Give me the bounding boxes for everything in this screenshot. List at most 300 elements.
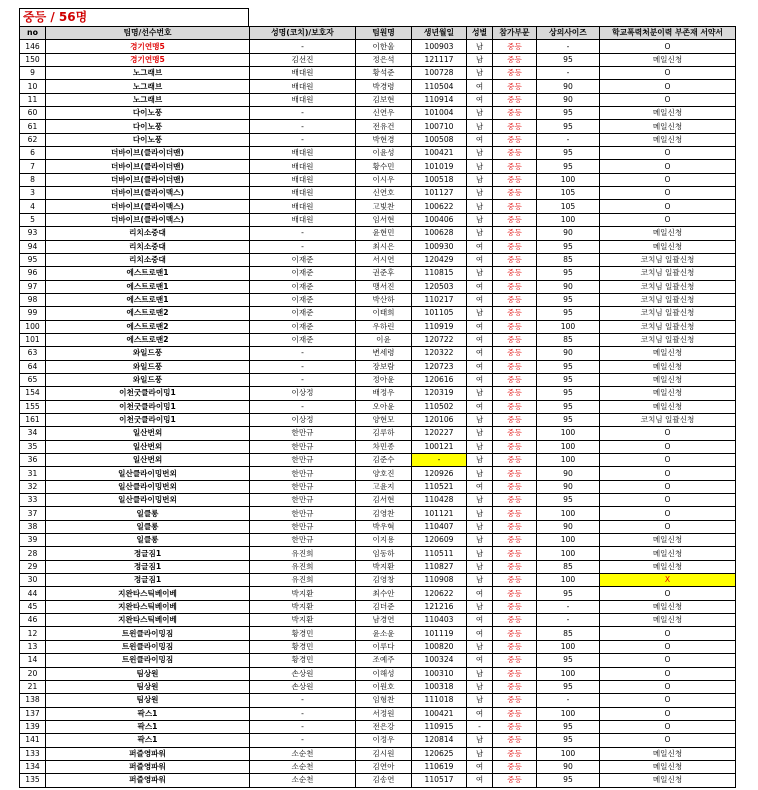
cell-team: 이천굿클라이밍1 xyxy=(46,387,250,400)
cell-member: 김연아 xyxy=(356,760,412,773)
cell-no: 34 xyxy=(20,427,46,440)
cell-size: 90 xyxy=(537,760,600,773)
cell-coach: 한만규 xyxy=(250,507,356,520)
cell-pledge: O xyxy=(600,67,736,80)
table-row xyxy=(20,373,736,386)
table-row xyxy=(20,560,736,573)
cell-division: 중등 xyxy=(493,627,537,640)
table-row xyxy=(20,440,736,453)
cell-birth: 101105 xyxy=(412,307,467,320)
cell-size: 95 xyxy=(537,734,600,747)
cell-pledge: O xyxy=(600,160,736,173)
cell-coach: - xyxy=(250,373,356,386)
cell-gender: 남 xyxy=(467,574,493,587)
cell-size: 100 xyxy=(537,454,600,467)
cell-pledge: O xyxy=(600,480,736,493)
cell-member: 정은석 xyxy=(356,53,412,66)
cell-coach: - xyxy=(250,107,356,120)
cell-birth: 110403 xyxy=(412,614,467,627)
cell-gender: 남 xyxy=(467,507,493,520)
cell-gender: 남 xyxy=(467,413,493,426)
cell-coach: 배대원 xyxy=(250,80,356,93)
cell-gender: 여 xyxy=(467,93,493,106)
cell-member: 박산하 xyxy=(356,293,412,306)
cell-pledge: O xyxy=(600,507,736,520)
cell-no: 31 xyxy=(20,467,46,480)
cell-birth: 120322 xyxy=(412,347,467,360)
table-row xyxy=(20,547,736,560)
cell-pledge: 메일신청 xyxy=(600,560,736,573)
col-header-team: 팀명/선수번호 xyxy=(46,27,250,40)
cell-member: 오아윤 xyxy=(356,400,412,413)
cell-member: 맹서진 xyxy=(356,280,412,293)
cell-team: 지완타스틱베이베 xyxy=(46,614,250,627)
cell-no: 14 xyxy=(20,654,46,667)
cell-team: 에스트로맨2 xyxy=(46,320,250,333)
cell-member: 양현모 xyxy=(356,413,412,426)
cell-pledge: O xyxy=(600,187,736,200)
cell-gender: 남 xyxy=(467,534,493,547)
table-row xyxy=(20,654,736,667)
cell-team: 경기연맹5 xyxy=(46,40,250,53)
cell-division: 중등 xyxy=(493,400,537,413)
cell-division: 중등 xyxy=(493,187,537,200)
cell-coach: 배대원 xyxy=(250,147,356,160)
cell-size: 95 xyxy=(537,240,600,253)
cell-division: 중등 xyxy=(493,80,537,93)
cell-pledge: O xyxy=(600,720,736,733)
cell-no: 32 xyxy=(20,480,46,493)
cell-no: 33 xyxy=(20,494,46,507)
cell-pledge: 메일신청 xyxy=(600,547,736,560)
cell-coach: 한만규 xyxy=(250,480,356,493)
cell-no: 7 xyxy=(20,160,46,173)
cell-gender: 남 xyxy=(467,67,493,80)
cell-birth: 120503 xyxy=(412,280,467,293)
cell-gender: 남 xyxy=(467,640,493,653)
cell-birth: 110407 xyxy=(412,520,467,533)
cell-gender: 남 xyxy=(467,440,493,453)
table-row xyxy=(20,53,736,66)
cell-pledge: 메일신청 xyxy=(600,600,736,613)
cell-team: 다이노풍 xyxy=(46,120,250,133)
cell-size: - xyxy=(537,614,600,627)
cell-pledge: 메일신청 xyxy=(600,534,736,547)
cell-gender: 남 xyxy=(467,734,493,747)
cell-pledge: O xyxy=(600,627,736,640)
cell-size: 100 xyxy=(537,747,600,760)
cell-team: 에스트로맨2 xyxy=(46,307,250,320)
cell-pledge: X xyxy=(600,574,736,587)
cell-no: 3 xyxy=(20,187,46,200)
cell-coach: 유진희 xyxy=(250,547,356,560)
cell-gender: 남 xyxy=(467,227,493,240)
cell-no: 100 xyxy=(20,320,46,333)
cell-coach: - xyxy=(250,347,356,360)
cell-division: 중등 xyxy=(493,413,537,426)
table-row xyxy=(20,734,736,747)
cell-team: 더바이브(클라이더맨) xyxy=(46,147,250,160)
cell-team: 트윈클라이밍짐 xyxy=(46,627,250,640)
cell-pledge: O xyxy=(600,680,736,693)
table-row xyxy=(20,360,736,373)
cell-pledge: O xyxy=(600,667,736,680)
cell-gender: 남 xyxy=(467,107,493,120)
cell-member: 전유건 xyxy=(356,120,412,133)
cell-no: 161 xyxy=(20,413,46,426)
cell-no: 61 xyxy=(20,120,46,133)
cell-size: 90 xyxy=(537,347,600,360)
table-row xyxy=(20,120,736,133)
cell-coach: 유진희 xyxy=(250,574,356,587)
cell-size: 90 xyxy=(537,280,600,293)
cell-no: 29 xyxy=(20,560,46,573)
cell-team: 더바이브(클라이맥스) xyxy=(46,187,250,200)
cell-birth: 120722 xyxy=(412,333,467,346)
cell-team: 일산번외 xyxy=(46,454,250,467)
cell-no: 28 xyxy=(20,547,46,560)
cell-birth: 100318 xyxy=(412,680,467,693)
cell-size: 85 xyxy=(537,627,600,640)
cell-gender: 여 xyxy=(467,774,493,787)
cell-gender: 남 xyxy=(467,160,493,173)
cell-pledge: O xyxy=(600,80,736,93)
cell-coach: 박지환 xyxy=(250,587,356,600)
table-row xyxy=(20,534,736,547)
table-row xyxy=(20,494,736,507)
cell-pledge: O xyxy=(600,173,736,186)
col-header-gender: 성별 xyxy=(467,27,493,40)
cell-size: 90 xyxy=(537,520,600,533)
cell-coach: 이재준 xyxy=(250,293,356,306)
table-row xyxy=(20,80,736,93)
cell-size: - xyxy=(537,133,600,146)
cell-gender: 남 xyxy=(467,173,493,186)
cell-birth: 110521 xyxy=(412,480,467,493)
cell-size: 100 xyxy=(537,707,600,720)
cell-gender: 여 xyxy=(467,80,493,93)
table-row xyxy=(20,107,736,120)
cell-birth: 100406 xyxy=(412,213,467,226)
cell-pledge: O xyxy=(600,147,736,160)
cell-coach: 박지환 xyxy=(250,614,356,627)
cell-member: 서정원 xyxy=(356,707,412,720)
table-row xyxy=(20,133,736,146)
cell-no: 155 xyxy=(20,400,46,413)
cell-coach: 한만규 xyxy=(250,440,356,453)
cell-member: 김영찬 xyxy=(356,507,412,520)
cell-team: 팀상원 xyxy=(46,694,250,707)
cell-team: 일산클라이밍번외 xyxy=(46,467,250,480)
cell-gender: 남 xyxy=(467,187,493,200)
cell-gender: 여 xyxy=(467,320,493,333)
table-row xyxy=(20,760,736,773)
cell-member: 김준수 xyxy=(356,454,412,467)
cell-coach: 유진희 xyxy=(250,560,356,573)
cell-division: 중등 xyxy=(493,53,537,66)
cell-size: 95 xyxy=(537,160,600,173)
cell-gender: 남 xyxy=(467,200,493,213)
cell-birth: 110502 xyxy=(412,400,467,413)
cell-birth: 100820 xyxy=(412,640,467,653)
table-row xyxy=(20,747,736,760)
cell-member: 권준후 xyxy=(356,267,412,280)
cell-birth: 100628 xyxy=(412,227,467,240)
cell-coach: 박지환 xyxy=(250,600,356,613)
table-row xyxy=(20,387,736,400)
cell-pledge: O xyxy=(600,467,736,480)
cell-birth: 100710 xyxy=(412,120,467,133)
cell-member: 최시은 xyxy=(356,240,412,253)
table-row xyxy=(20,307,736,320)
cell-coach: 배대원 xyxy=(250,200,356,213)
cell-size: 85 xyxy=(537,333,600,346)
cell-coach: 손상원 xyxy=(250,667,356,680)
cell-no: 35 xyxy=(20,440,46,453)
table-row xyxy=(20,507,736,520)
cell-birth: 101004 xyxy=(412,107,467,120)
cell-coach: - xyxy=(250,400,356,413)
cell-birth: 120429 xyxy=(412,253,467,266)
cell-no: 11 xyxy=(20,93,46,106)
cell-size: 100 xyxy=(537,320,600,333)
cell-division: 중등 xyxy=(493,67,537,80)
cell-member: 이해성 xyxy=(356,667,412,680)
cell-member: 윤현민 xyxy=(356,227,412,240)
cell-gender: 여 xyxy=(467,333,493,346)
cell-birth: 100903 xyxy=(412,40,467,53)
cell-division: 중등 xyxy=(493,267,537,280)
cell-team: 다이노풍 xyxy=(46,133,250,146)
cell-division: 중등 xyxy=(493,133,537,146)
cell-coach: - xyxy=(250,360,356,373)
cell-coach: 이상정 xyxy=(250,387,356,400)
cell-pledge: 코치님 일괄신청 xyxy=(600,253,736,266)
cell-pledge: O xyxy=(600,640,736,653)
cell-member: 고빛찬 xyxy=(356,200,412,213)
cell-size: 95 xyxy=(537,53,600,66)
table-row xyxy=(20,614,736,627)
table-row xyxy=(20,454,736,467)
cell-team: 노그래브 xyxy=(46,80,250,93)
cell-member: 이루다 xyxy=(356,640,412,653)
cell-division: 중등 xyxy=(493,587,537,600)
table-row xyxy=(20,720,736,733)
cell-team: 와일드풍 xyxy=(46,360,250,373)
cell-no: 63 xyxy=(20,347,46,360)
cell-member: 우하린 xyxy=(356,320,412,333)
cell-coach: 배대원 xyxy=(250,93,356,106)
cell-no: 99 xyxy=(20,307,46,320)
cell-team: 더바이브(클라이맥스) xyxy=(46,213,250,226)
cell-birth: 121216 xyxy=(412,600,467,613)
cell-coach: 배대원 xyxy=(250,173,356,186)
cell-birth: 100728 xyxy=(412,67,467,80)
cell-birth: 121117 xyxy=(412,53,467,66)
cell-birth: 111018 xyxy=(412,694,467,707)
cell-birth: 110919 xyxy=(412,320,467,333)
cell-birth: 100508 xyxy=(412,133,467,146)
cell-division: 중등 xyxy=(493,320,537,333)
cell-gender: 남 xyxy=(467,600,493,613)
cell-team: 지완타스틱베이베 xyxy=(46,600,250,613)
cell-pledge: 코치님 일괄신청 xyxy=(600,307,736,320)
col-header-birth: 생년월일 xyxy=(412,27,467,40)
table-row xyxy=(20,413,736,426)
col-header-division: 참가부문 xyxy=(493,27,537,40)
table-row xyxy=(20,667,736,680)
cell-birth: 110914 xyxy=(412,93,467,106)
cell-pledge: O xyxy=(600,494,736,507)
cell-division: 중등 xyxy=(493,293,537,306)
cell-size: 95 xyxy=(537,400,600,413)
cell-division: 중등 xyxy=(493,120,537,133)
cell-division: 중등 xyxy=(493,333,537,346)
cell-gender: 남 xyxy=(467,747,493,760)
cell-team: 일클롱 xyxy=(46,507,250,520)
cell-birth: 110915 xyxy=(412,720,467,733)
cell-team: 경기연맹5 xyxy=(46,53,250,66)
cell-pledge: O xyxy=(600,93,736,106)
cell-member: 정아윤 xyxy=(356,373,412,386)
cell-gender: 남 xyxy=(467,147,493,160)
cell-coach: 소순천 xyxy=(250,747,356,760)
cell-coach: - xyxy=(250,240,356,253)
cell-team: 리치소중대 xyxy=(46,240,250,253)
cell-member: 박지환 xyxy=(356,560,412,573)
table-row xyxy=(20,253,736,266)
cell-no: 154 xyxy=(20,387,46,400)
cell-no: 95 xyxy=(20,253,46,266)
cell-no: 101 xyxy=(20,333,46,346)
cell-size: 95 xyxy=(537,720,600,733)
cell-no: 12 xyxy=(20,627,46,640)
cell-division: 중등 xyxy=(493,427,537,440)
cell-birth: 120814 xyxy=(412,734,467,747)
cell-team: 퍼즐영파워 xyxy=(46,760,250,773)
cell-coach: 배대원 xyxy=(250,187,356,200)
cell-division: 중등 xyxy=(493,307,537,320)
cell-no: 20 xyxy=(20,667,46,680)
cell-no: 146 xyxy=(20,40,46,53)
cell-birth: 100121 xyxy=(412,440,467,453)
cell-size: 95 xyxy=(537,413,600,426)
cell-gender: 여 xyxy=(467,133,493,146)
table-row xyxy=(20,520,736,533)
cell-team: 와일드풍 xyxy=(46,347,250,360)
cell-team: 더바이브(클라이맥스) xyxy=(46,200,250,213)
cell-gender: 남 xyxy=(467,53,493,66)
cell-member: 김서현 xyxy=(356,494,412,507)
table-row xyxy=(20,600,736,613)
cell-coach: 손상원 xyxy=(250,680,356,693)
cell-division: 중등 xyxy=(493,240,537,253)
cell-pledge: O xyxy=(600,40,736,53)
cell-size: - xyxy=(537,694,600,707)
cell-no: 36 xyxy=(20,454,46,467)
cell-size: 100 xyxy=(537,640,600,653)
cell-team: 이천굿클라이밍1 xyxy=(46,413,250,426)
cell-birth: 120319 xyxy=(412,387,467,400)
cell-size: 95 xyxy=(537,293,600,306)
table-row xyxy=(20,240,736,253)
cell-division: 중등 xyxy=(493,93,537,106)
cell-gender: 남 xyxy=(467,120,493,133)
cell-birth: 110619 xyxy=(412,760,467,773)
cell-pledge: 메일신청 xyxy=(600,53,736,66)
cell-pledge: O xyxy=(600,734,736,747)
cell-size: 85 xyxy=(537,560,600,573)
cell-pledge: 메일신청 xyxy=(600,747,736,760)
cell-member: 배정우 xyxy=(356,387,412,400)
table-row xyxy=(20,427,736,440)
cell-gender: 남 xyxy=(467,387,493,400)
cell-size: 90 xyxy=(537,467,600,480)
cell-birth: 110504 xyxy=(412,80,467,93)
cell-pledge: O xyxy=(600,520,736,533)
cell-pledge: 메일신청 xyxy=(600,120,736,133)
cell-division: 중등 xyxy=(493,40,537,53)
cell-gender: 여 xyxy=(467,360,493,373)
table-row xyxy=(20,574,736,587)
cell-member: 이윤 xyxy=(356,333,412,346)
cell-member: 박경령 xyxy=(356,80,412,93)
cell-gender: 여 xyxy=(467,280,493,293)
cell-pledge: 메일신청 xyxy=(600,774,736,787)
cell-team: 퍼즐영파워 xyxy=(46,774,250,787)
cell-pledge: 메일신청 xyxy=(600,347,736,360)
cell-member: 장보람 xyxy=(356,360,412,373)
cell-division: 중등 xyxy=(493,360,537,373)
cell-size: - xyxy=(537,600,600,613)
cell-coach: 황경민 xyxy=(250,627,356,640)
cell-size: 90 xyxy=(537,227,600,240)
cell-member: 양호진 xyxy=(356,467,412,480)
cell-team: 팍스1 xyxy=(46,734,250,747)
cell-pledge: 코치님 일괄신청 xyxy=(600,293,736,306)
cell-team: 정글짐1 xyxy=(46,547,250,560)
table-row xyxy=(20,467,736,480)
cell-size: 95 xyxy=(537,120,600,133)
cell-division: 중등 xyxy=(493,640,537,653)
cell-coach: 이재준 xyxy=(250,307,356,320)
cell-size: 95 xyxy=(537,147,600,160)
cell-gender: 여 xyxy=(467,373,493,386)
cell-coach: 한만규 xyxy=(250,534,356,547)
cell-gender: 남 xyxy=(467,467,493,480)
cell-size: 100 xyxy=(537,534,600,547)
cell-team: 노그래브 xyxy=(46,67,250,80)
cell-pledge: 메일신청 xyxy=(600,360,736,373)
cell-birth: 100324 xyxy=(412,654,467,667)
cell-pledge: 코치님 일괄신청 xyxy=(600,333,736,346)
cell-gender: 여 xyxy=(467,240,493,253)
cell-division: 중등 xyxy=(493,480,537,493)
col-header-member: 팀원명 xyxy=(356,27,412,40)
cell-division: 중등 xyxy=(493,534,537,547)
cell-member: 임서현 xyxy=(356,213,412,226)
table-row xyxy=(20,333,736,346)
cell-pledge: 메일신청 xyxy=(600,133,736,146)
cell-gender: 남 xyxy=(467,267,493,280)
cell-member: 이원호 xyxy=(356,680,412,693)
cell-division: 중등 xyxy=(493,560,537,573)
cell-coach: 이재준 xyxy=(250,267,356,280)
cell-size: 100 xyxy=(537,427,600,440)
cell-pledge: 메일신청 xyxy=(600,227,736,240)
cell-no: 30 xyxy=(20,574,46,587)
col-header-size: 상의사이즈 xyxy=(537,27,600,40)
